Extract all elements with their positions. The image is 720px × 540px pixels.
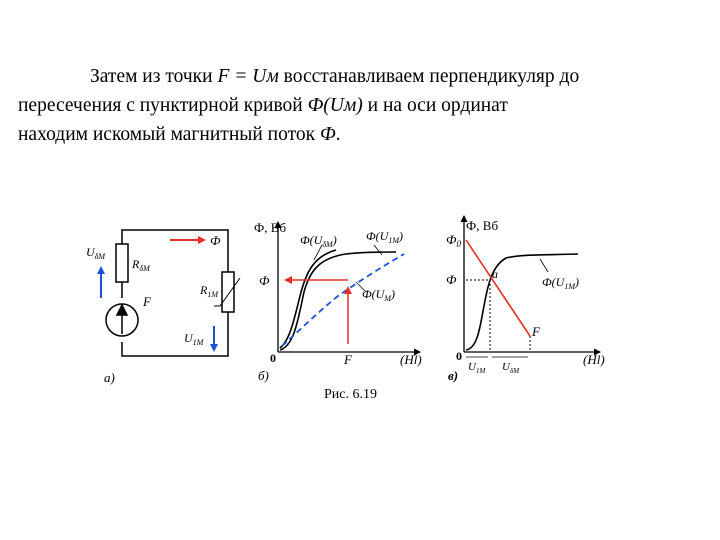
formula-f-um: F = Uм: [217, 66, 279, 87]
tick-phi: Ф: [446, 272, 457, 287]
resistor-r-1m: [222, 272, 234, 312]
y-axis-label: Ф, Вб: [254, 220, 287, 235]
tick-phi0: $Ф_0$: [446, 232, 461, 249]
x-axis-label: (Hl): [400, 352, 422, 367]
figure-caption: Рис. 6.19: [324, 387, 377, 402]
label-f: F: [143, 294, 151, 309]
leader: [374, 245, 382, 255]
panel-label-b: б): [258, 368, 269, 383]
graph-b: [254, 220, 422, 383]
origin-label: 0: [456, 349, 462, 363]
text-run: находим искомый магнитный поток: [18, 124, 320, 145]
tick-f: F: [344, 352, 352, 367]
text-run: Затем из точки: [90, 66, 218, 87]
origin-label: 0: [270, 351, 276, 365]
y-axis-label: Ф, Вб: [466, 218, 499, 233]
load-line: [466, 240, 530, 336]
tick-f: F: [532, 324, 540, 339]
x-axis-label: (Hl): [583, 352, 605, 367]
circuit-diagram: [86, 230, 240, 385]
curve-label-phi-u1m: $Ф(U_{1M})$: [366, 229, 403, 245]
curve-phi-udm: [280, 250, 336, 348]
text-run: .: [335, 124, 341, 145]
text-run: и на оси ординат: [362, 95, 508, 116]
curve-phi-u1m: [466, 254, 578, 350]
point-a: a: [492, 267, 498, 281]
symbol-phi: Ф: [319, 124, 336, 145]
label-r-dm: $R_{\delta M}$: [132, 257, 150, 273]
leader: [540, 259, 548, 272]
resistor-r-dm: [116, 244, 128, 282]
panel-label-a: а): [104, 370, 115, 385]
label-r-1m: $R_{1M}$: [200, 283, 219, 299]
text-run: пересечения с пунктирной кривой: [18, 95, 308, 116]
label-u-dm: $U_{\delta M}$: [86, 245, 106, 261]
curve-label-phi-udm: $Ф(U_{\delta M})$: [300, 233, 337, 249]
label-phi: Ф: [210, 233, 221, 248]
dim-label-udm: $U_{\delta M}$: [502, 361, 520, 375]
text-run: восстанавливаем перпендикуляр до: [278, 66, 580, 87]
panel-label-c: в): [448, 368, 459, 383]
curve-phi-u1m: [280, 252, 396, 350]
tick-phi: Ф: [259, 273, 270, 288]
curve-label-phi-u1m: $Ф(U_{1M})$: [542, 275, 579, 291]
label-u-1m: $U_{1M}$: [184, 331, 204, 347]
curve-label-phi-um: $Ф(U_M)$: [362, 287, 395, 303]
formula-phi-um: Ф(Uм): [307, 95, 363, 116]
dim-label-u1m: $U_{1M}$: [468, 361, 486, 375]
graph-c: [446, 216, 605, 383]
